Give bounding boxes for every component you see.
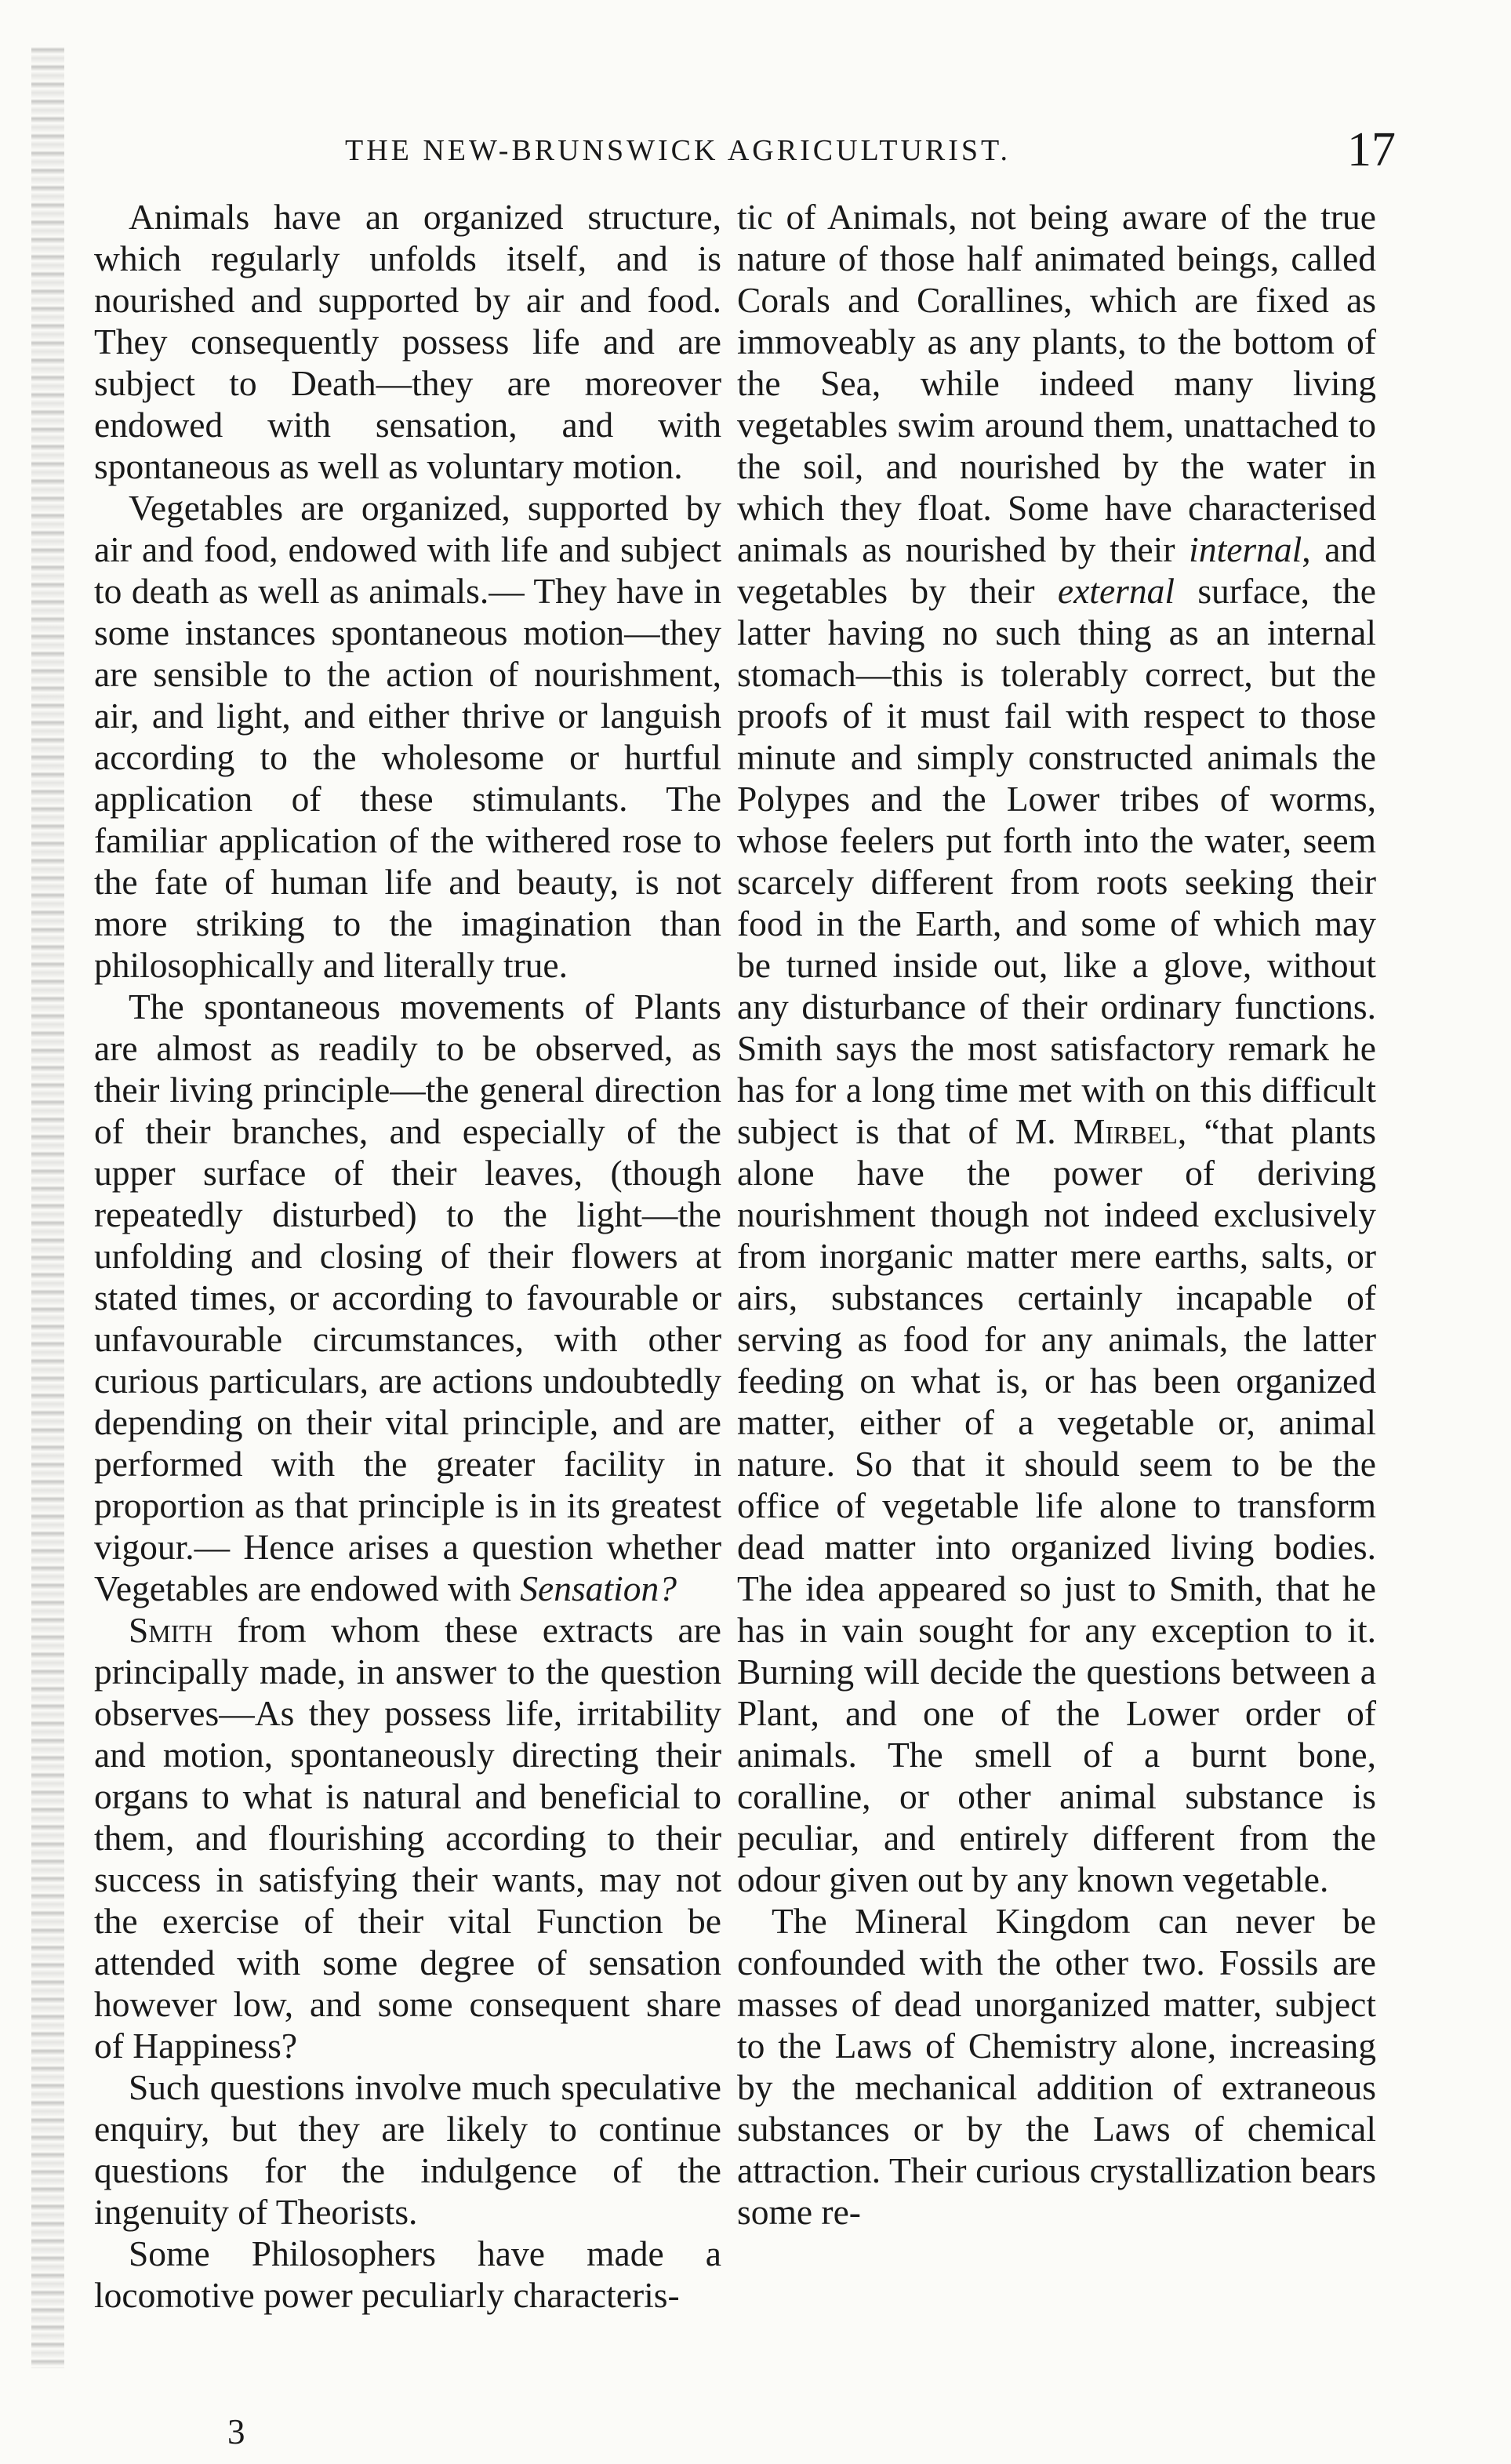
left-paragraph-2: Vegetables are organized, supported by air and food, endowed with life and subject to death as well as animals.— They have in some instances spontaneous motion—they are sensible to the action of nourishment, air, and light, and either thrive or languish according to the wholesome or hurtful application of these stimulants. The familiar application of the withered rose to the fate of human life and beauty, is not more striking to the imagination than philosophically and literally true. bbox=[94, 488, 721, 985]
signature-mark: 3 bbox=[227, 2412, 245, 2451]
right-paragraph-2: The Mineral Kingdom can never be confounded with the other two. Fossils are masses of dead unorganized matter, subject to the Laws of Chemistry alone, increasing by the mechanical addition of extraneous substances or by the Laws of chemical attraction. Their curious crystallization bears some re- bbox=[737, 1901, 1376, 2232]
right-paragraph-1-text-a: tic of Animals, not being aware of the true nature of those half animated beings, called Corals and Corallines, which are fixed as immoveably as any plants, to the bottom of the Sea, while indeed many living vegetables swim around them, unattached to the soil, and nourished by the water in which they float. Some have characterised animals as nourished by their bbox=[737, 197, 1376, 569]
right-paragraph-1-text-d: , “that plants alone have the power of deriving nourishment though not indeed exclusively from inorganic matter mere earths, salts, or airs, substances certainly incapable of serving as food for any animals, the latter feeding on what is, or has been organized matter, either of a vegetable or, animal nature. So that it should seem to be the office of vegetable life alone to transform dead matter into organized living bodies. The idea appeared so just to Smith, that he has in vain sought for any exception to it. Burning will decide the questions between a Plant, and one of the Lower order of animals. The smell of a burnt bone, coralline, or other animal substance is peculiar, and entirely different from the odour given out by any known vegetable. bbox=[737, 1111, 1376, 1899]
right-paragraph-1 bbox=[737, 196, 1376, 1900]
left-column bbox=[94, 196, 721, 2316]
external-italic: external bbox=[1057, 571, 1175, 611]
left-paragraph-4 bbox=[94, 1609, 721, 2066]
sensation-italic: Sensation? bbox=[520, 1568, 677, 1608]
internal-italic: internal bbox=[1189, 529, 1302, 569]
left-paragraph-4-text: from whom these extracts are principally made, in answer to the question observes—As they possess life, irritability and motion, spontaneously directing their organs to what is natural and beneficial to them, and flourishing according to their success in satisfying their wants, may not the exercise of their vital Function be attended with some degree of sensation however low, and some consequent share of Happiness? bbox=[94, 1610, 721, 2066]
binding-edge-shadow bbox=[31, 47, 64, 2368]
right-column bbox=[737, 196, 1376, 2233]
left-paragraph-3-text: The spontaneous movements of Plants are almost as readily to be observed, as their living principle—the general direction of their branches, and especially of the upper surface of their leaves, (though repeatedly disturbed) to the light—the unfolding and closing of their flowers at stated times, or according to favourable or unfavourable circumstances, with other curious particulars, are actions undoubtedly depending on their vital principle, and are performed with the greater facility in proportion as that principle is in its greatest vigour.— Hence arises a question whether Vegetables are endowed with bbox=[94, 987, 721, 1608]
left-paragraph-6: Some Philosophers have made a locomotive power peculiarly characteris- bbox=[94, 2233, 721, 2315]
left-paragraph-5: Such questions involve much speculative enquiry, but they are likely to continue questions for the indulgence of the ingenuity of Theorists. bbox=[94, 2067, 721, 2232]
mirbel-small-caps: Mirbel bbox=[1073, 1111, 1178, 1151]
smith-small-caps: Smith bbox=[129, 1610, 213, 1650]
left-paragraph-1: Animals have an organized structure, which regularly unfolds itself, and is nourished and supported by air and food. They consequently possess life and are subject to Death—they are moreover endowed with sensation, and with spontaneous as well as voluntary motion. bbox=[94, 197, 721, 486]
right-paragraph-1-text-c: surface, the latter having no such thing as an internal stomach—this is tolerably correct, but the proofs of it must fail with respect to those minute and simply constructed animals the Polypes and the Lower tribes of worms, whose feelers put forth into the water, seem scarcely different from roots seeking their food in the Earth, and some of which may be turned inside out, like a glove, without any disturbance of their ordinary functions. Smith says the most satisfactory remark he has for a long time met with on this difficult subject is that of M. bbox=[737, 571, 1376, 1151]
left-paragraph-3 bbox=[94, 986, 721, 1609]
page-number: 17 bbox=[1347, 123, 1396, 176]
running-title: THE NEW-BRUNSWICK AGRICULTURIST. bbox=[345, 134, 1011, 167]
right-paragraph-1-text-b: , and vegetables by their bbox=[737, 529, 1377, 611]
running-head bbox=[345, 125, 1396, 180]
